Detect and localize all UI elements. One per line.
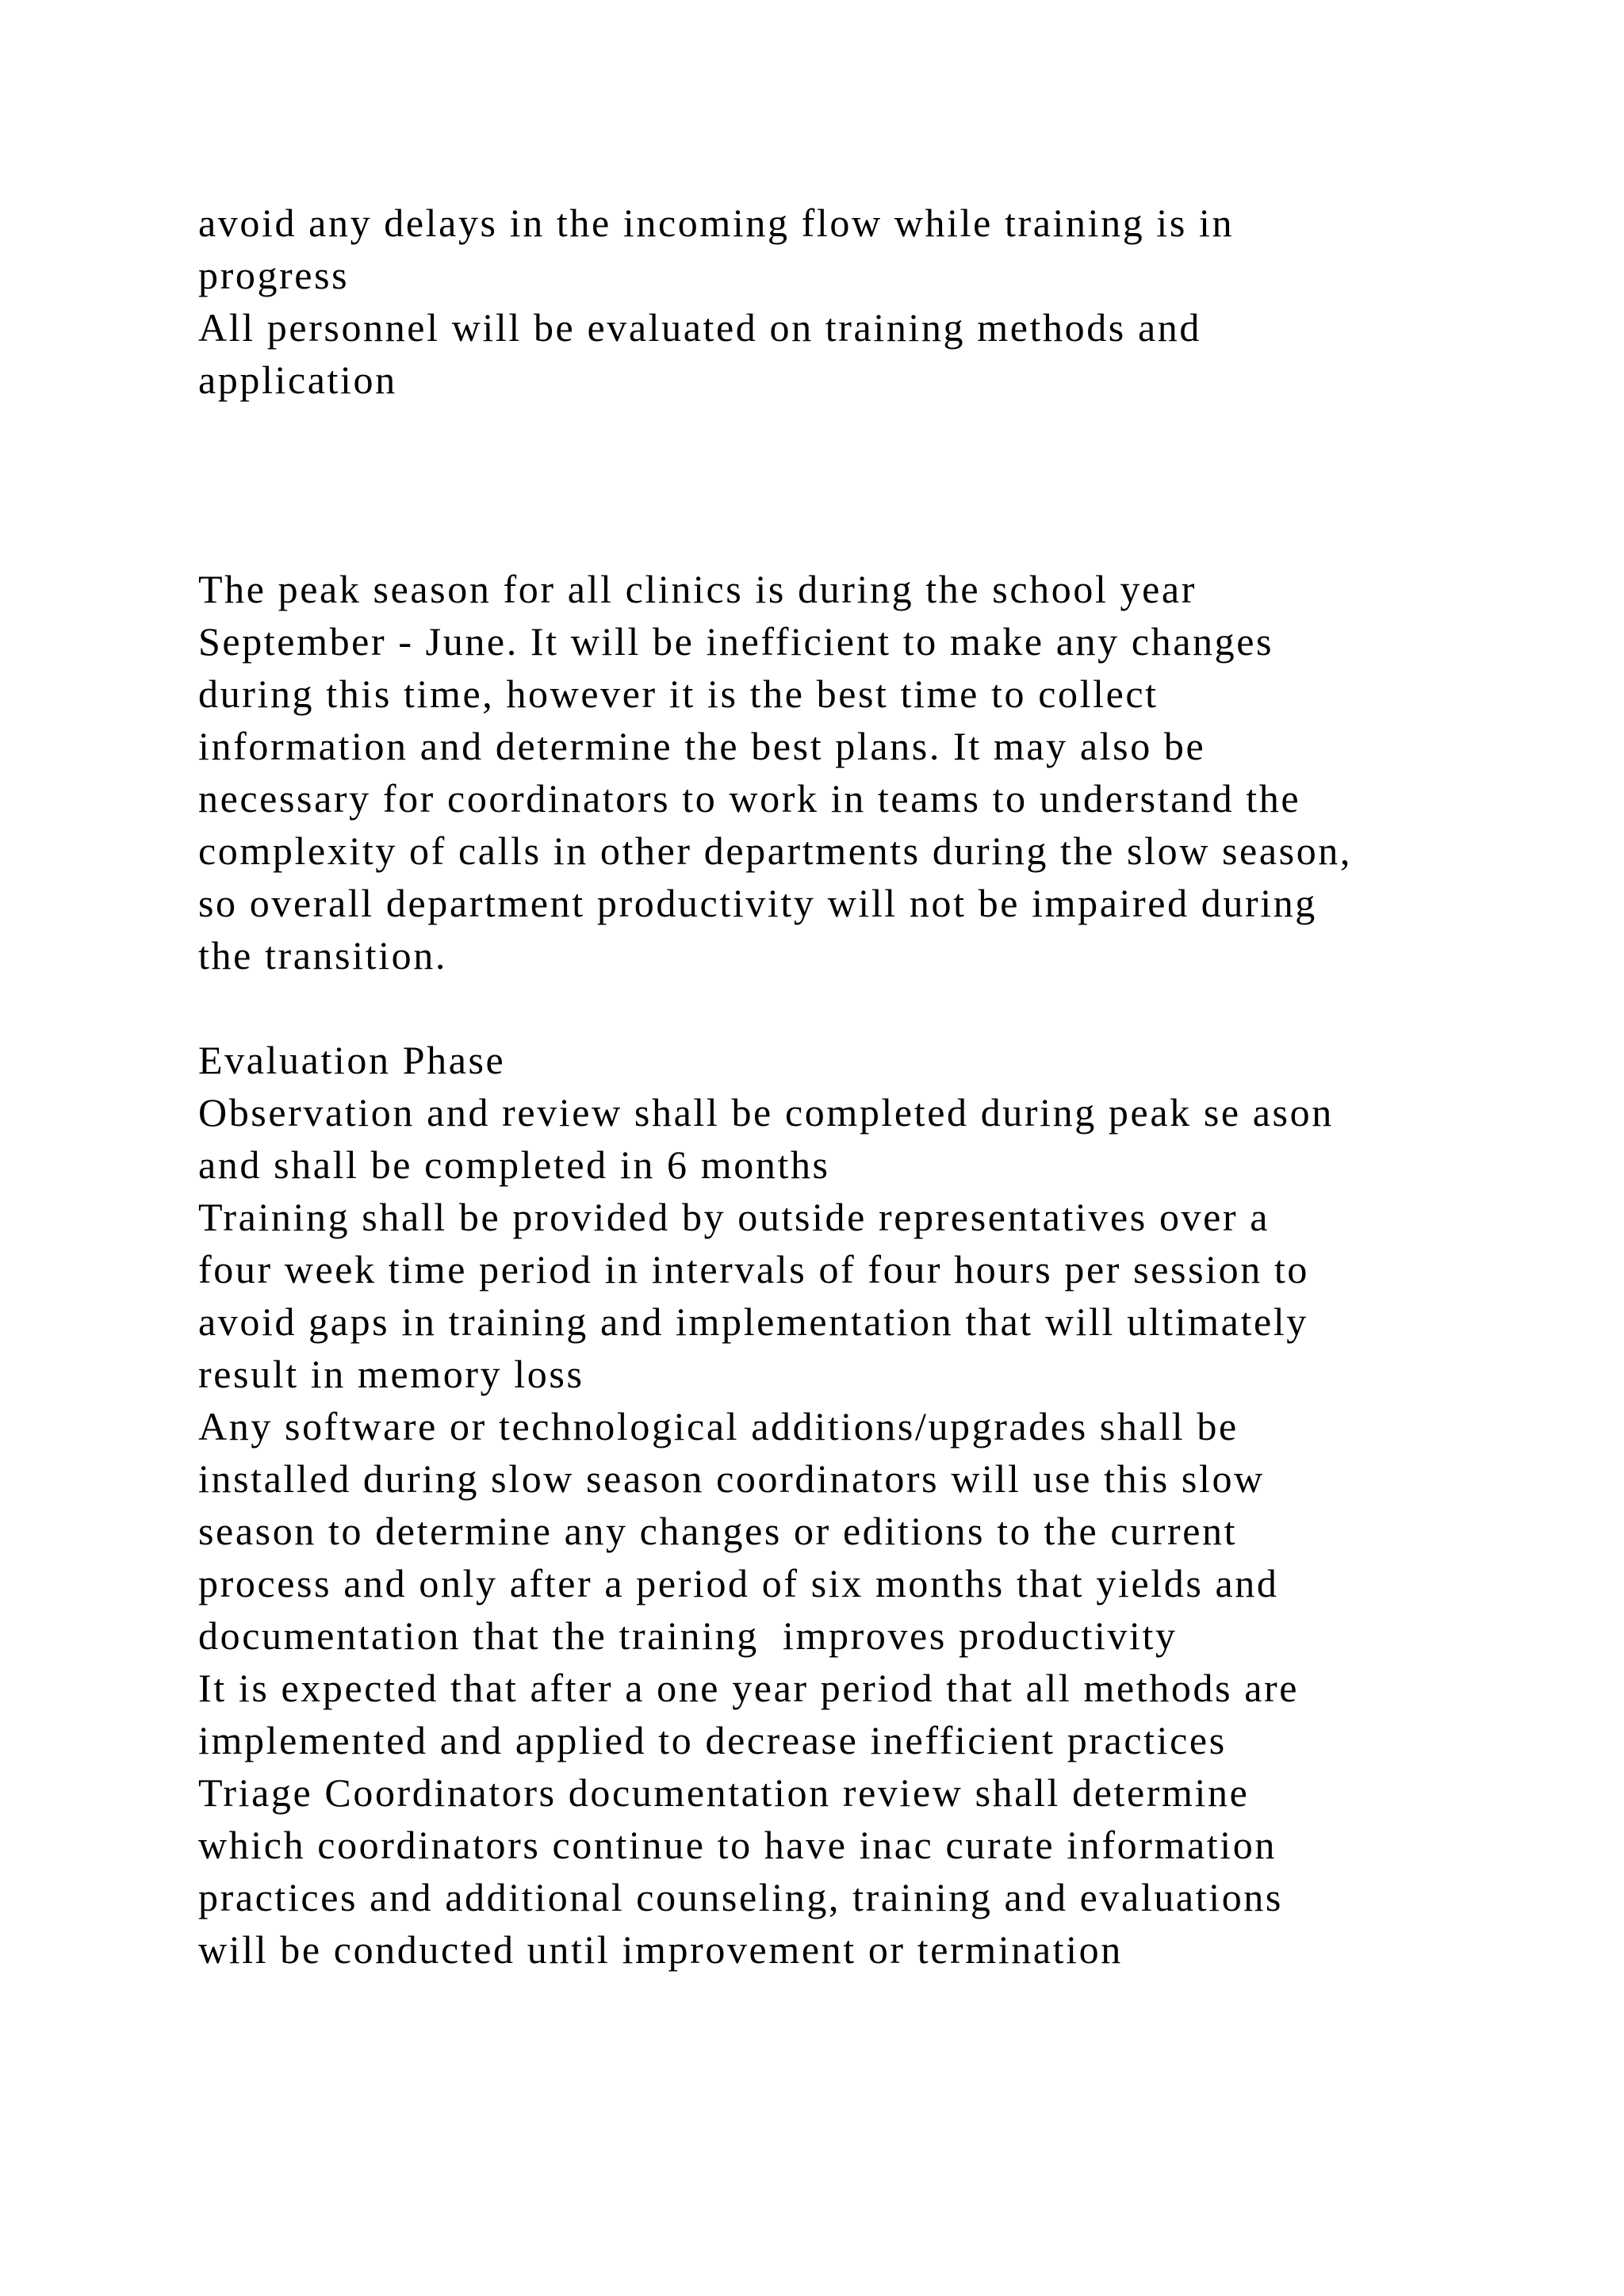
text-line: and shall be completed in 6 months xyxy=(198,1142,830,1187)
text-line: avoid any delays in the incoming flow while training is in xyxy=(198,201,1235,245)
text-line: The peak season for all clinics is during the school year xyxy=(198,567,1197,611)
section-peak-season xyxy=(198,563,1546,982)
text-line: process and only after a period of six months that yields and xyxy=(198,1561,1279,1605)
text-line: progress xyxy=(198,253,350,297)
text-line: It is expected that after a one year period that all methods are xyxy=(198,1666,1300,1710)
text-line: practices and additional counseling, training and evaluations xyxy=(198,1875,1283,1919)
text-line: result in memory loss xyxy=(198,1352,584,1396)
document-body xyxy=(198,197,1546,1976)
text-line: application xyxy=(198,358,397,402)
paragraph-gap xyxy=(198,982,1546,1034)
text-line: documentation that the training improves productivity xyxy=(198,1613,1178,1658)
text-line: four week time period in intervals of four hours per session to xyxy=(198,1247,1310,1292)
section-heading: Evaluation Phase xyxy=(198,1038,506,1082)
text-line: during this time, however it is the best time to collect xyxy=(198,672,1159,716)
text-line: Observation and review shall be completed during peak se ason xyxy=(198,1090,1334,1135)
text-line: implemented and applied to decrease inefficient practices xyxy=(198,1718,1227,1762)
section-evaluation-phase xyxy=(198,1034,1546,1976)
section-training-notes xyxy=(198,197,1546,406)
paragraph-gap xyxy=(198,406,1546,563)
text-line: will be conducted until improvement or termination xyxy=(198,1927,1123,1972)
text-line: All personnel will be evaluated on training methods and xyxy=(198,305,1201,350)
text-line: installed during slow season coordinators will use this slow xyxy=(198,1456,1265,1501)
text-line: Triage Coordinators documentation review shall determine xyxy=(198,1770,1250,1815)
text-line: Training shall be provided by outside representatives over a xyxy=(198,1195,1270,1239)
text-line: which coordinators continue to have inac curate information xyxy=(198,1823,1277,1867)
text-line: so overall department productivity will not be impaired during xyxy=(198,881,1317,925)
text-line: avoid gaps in training and implementation that will ultimately xyxy=(198,1299,1308,1344)
text-line: complexity of calls in other departments during the slow season, xyxy=(198,828,1352,873)
text-line: necessary for coordinators to work in teams to understand the xyxy=(198,776,1301,821)
text-line: information and determine the best plans. It may also be xyxy=(198,724,1206,768)
text-line: September - June. It will be inefficient to make any changes xyxy=(198,619,1274,664)
text-line: Any software or technological additions/upgrades shall be xyxy=(198,1404,1239,1448)
text-line: the transition. xyxy=(198,933,447,978)
text-line: season to determine any changes or editions to the current xyxy=(198,1509,1238,1553)
